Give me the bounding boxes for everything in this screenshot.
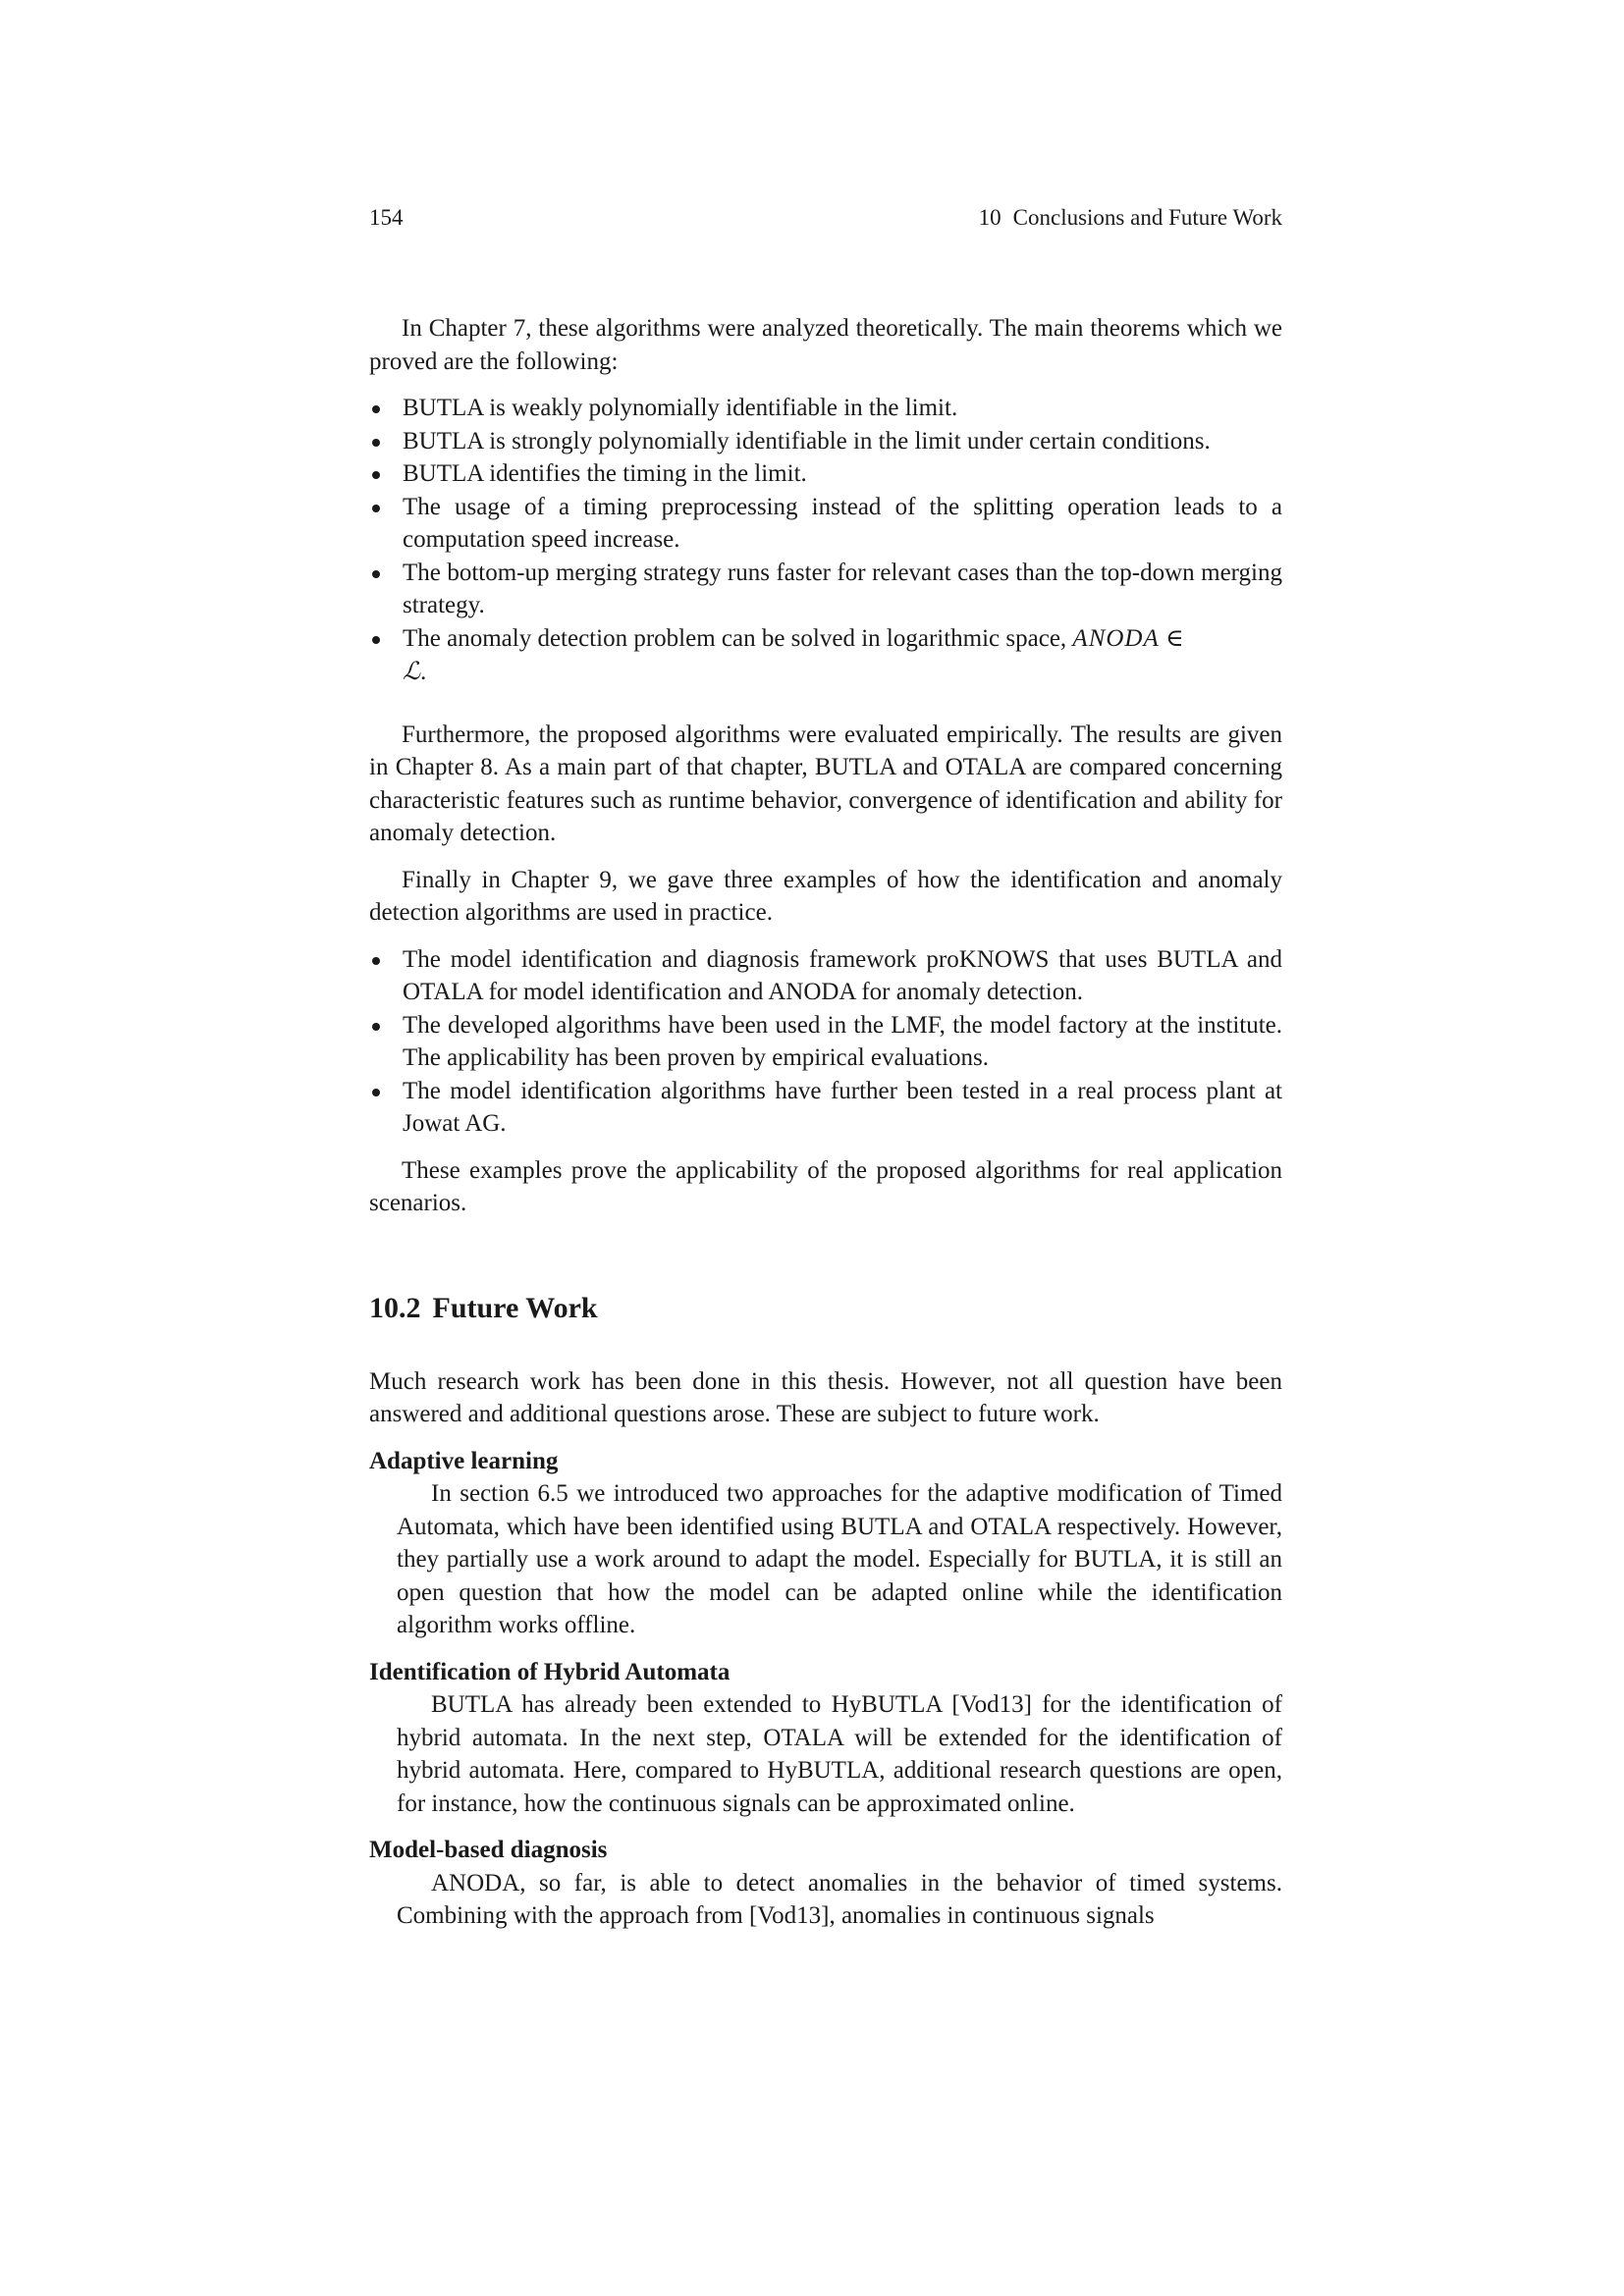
element-of-symbol: ∈ — [1165, 624, 1184, 652]
examples-list — [369, 943, 1282, 1141]
chapter-heading — [979, 204, 1282, 232]
chapter-title: Conclusions and Future Work — [1012, 205, 1282, 230]
running-head — [369, 204, 1282, 232]
list-item: The bottom-up merging strategy runs faster for relevant cases than the top-down merging strategy. — [369, 557, 1282, 622]
section-title: Future Work — [432, 1291, 598, 1324]
examples-conclusion: These examples prove the applicability of the proposed algorithms for real application scenarios. — [369, 1156, 1282, 1216]
list-item: The model identification algorithms have further been tested in a real process plant at Jowat AG. — [369, 1075, 1282, 1141]
list-item: BUTLA identifies the timing in the limit. — [369, 457, 1282, 491]
topic-body — [369, 1867, 1282, 1933]
empirical-paragraph: Furthermore, the proposed algorithms were evaluated empirically. The results are given in Chapter 8. As a main part of that chapter, BUTLA and OTALA are compared concerning characteristic features such as runtime behavior, convergence of identification and ability for anomaly detection. — [369, 721, 1282, 846]
theorem-list — [369, 392, 1282, 689]
topic-text: In section 6.5 we introduced two approaches for the adaptive modification of Timed Automata, which have been identified using BUTLA and OTALA respectively. However, they partially use a work around to adapt the model. Especially for BUTLA, it is still an open question that how the model can be adapted online while the identification algorithm works offline. — [397, 1480, 1282, 1638]
topic-term: Adaptive learning — [369, 1447, 559, 1474]
list-item: The model identification and diagnosis framework proKNOWS that uses BUTLA and OTALA for model identification and ANODA for anomaly detection. — [369, 943, 1282, 1009]
list-item: BUTLA is strongly polynomially identifiable in the limit under certain conditions. — [369, 425, 1282, 458]
list-item: The usage of a timing preprocessing instead of the splitting operation leads to a computation speed increase. — [369, 491, 1282, 557]
topic-text: BUTLA has already been extended to HyBUTLA [Vod13] for the identification of hybrid automata. In the next step, OTALA will be extended for the identification of hybrid automata. Here, compared to HyBUTLA, additional research questions are open, for instance, how the continuous signals can be approximated online. — [397, 1691, 1282, 1817]
section-number: 10.2 — [369, 1291, 421, 1324]
topic-term: Identification of Hybrid Automata — [369, 1658, 731, 1685]
page-number: 154 — [369, 205, 404, 230]
sentence-end: . — [420, 659, 427, 685]
list-item: The developed algorithms have been used in the LMF, the model factory at the institute. The applicability has been proven by empirical evaluations. — [369, 1009, 1282, 1075]
intro-paragraph: In Chapter 7, these algorithms were analyzed theoretically. The main theorems which we proved are the following: — [369, 315, 1282, 375]
anomaly-theorem-text: The anomaly detection problem can be solved in logarithmic space, — [403, 624, 1067, 652]
book-page — [369, 204, 1282, 1933]
list-item: BUTLA is weakly polynomially identifiable in the limit. — [369, 392, 1282, 425]
section-heading — [369, 1291, 1282, 1326]
section-intro: Much research work has been done in this thesis. However, not all question have been answered and additional questions arose. These are subject to future work. — [369, 1367, 1282, 1427]
chapter-number: 10 — [978, 205, 1001, 230]
anoda-math: ANODA — [1072, 624, 1160, 652]
topic-body — [369, 1688, 1282, 1820]
topic-text: ANODA, so far, is able to detect anomalies in the behavior of timed systems. Combining with the approach from [Vod13], anomalies in continuous signals — [397, 1869, 1282, 1929]
topic-body — [369, 1477, 1282, 1642]
topic-term: Model-based diagnosis — [369, 1837, 608, 1863]
list-item-anomaly — [369, 622, 1282, 689]
class-symbol: ℒ — [403, 657, 421, 685]
examples-intro: Finally in Chapter 9, we gave three examples of how the identification and anomaly detection algorithms are used in practice. — [369, 866, 1282, 926]
